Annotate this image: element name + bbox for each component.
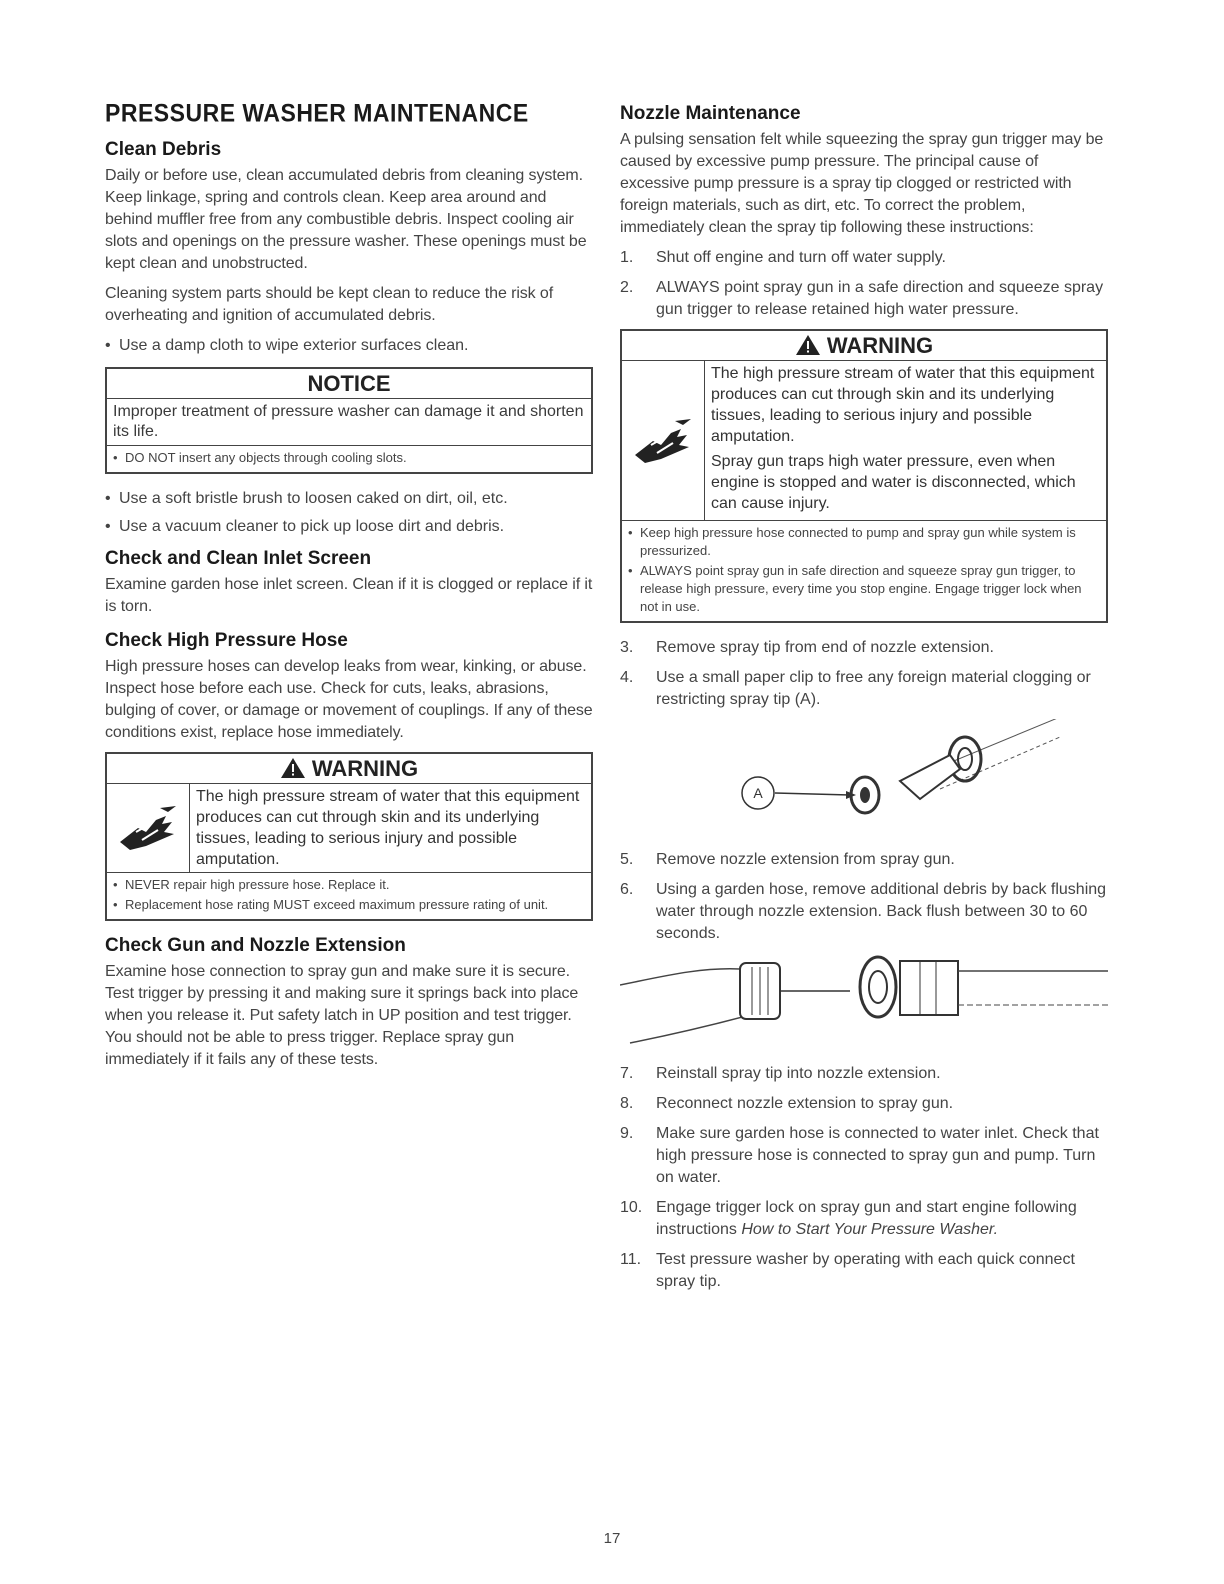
list-item: • Replacement hose rating MUST exceed maximum pressure rating of unit.	[113, 896, 585, 914]
hose-text: High pressure hoses can develop leaks from wear, kinking, or abuse. Inspect hose before each use. Check for cuts, leaks, abrasions, bulging of cover, or damage or movement of couplings. If any of these conditions exist, replace hose immediately.	[105, 658, 593, 741]
warning-text: The high pressure stream of water that this equipment produces can cut through skin and its underlying tissues, leading to serious injury and possible amputation.	[711, 365, 1095, 445]
list-item: 5. Remove nozzle extension from spray gun.	[620, 851, 955, 868]
nozzle-maintenance-text: A pulsing sensation felt while squeezing the spray gun trigger may be caused by excessive pump pressure. The principal cause of excessive pump pressure is a spray tip clogged or restricted with foreign materials, such as dirt, etc. To correct the problem, immediately clean the spray tip following these instructions:	[620, 131, 1104, 236]
notice-box	[105, 367, 593, 474]
list-item: • Use a vacuum cleaner to pick up loose dirt and debris.	[105, 516, 593, 538]
warning-triangle-icon	[280, 757, 306, 779]
callout-a-label: A	[753, 785, 763, 801]
notice-text: Improper treatment of pressure washer can damage it and shorten its life.	[107, 399, 591, 446]
list-item: • Keep high pressure hose connected to pump and spray gun while system is pressurized.	[628, 524, 1100, 560]
warning-triangle-icon	[795, 334, 821, 356]
right-column	[620, 100, 1108, 1301]
hose-flush-illustration	[620, 953, 1108, 1053]
gun-nozzle-heading: Check Gun and Nozzle Extension	[105, 935, 406, 956]
steps-list-d	[620, 1063, 1108, 1293]
list-item: 2. ALWAYS point spray gun in a safe direction and squeeze spray gun trigger to release retained high water pressure.	[620, 279, 1104, 318]
cleaning-bullets	[105, 488, 593, 538]
list-item: 6. Using a garden hose, remove additional debris by back flushing water through nozzle extension. Back flush between 30 to 60 seconds.	[620, 881, 1107, 942]
list-item: 11. Test pressure washer by operating with each quick connect spray tip.	[620, 1251, 1075, 1290]
hose-heading: Check High Pressure Hose	[105, 630, 348, 651]
nozzle-maintenance-heading: Nozzle Maintenance	[620, 103, 801, 124]
page-title: PRESSURE WASHER MAINTENANCE	[105, 98, 529, 127]
clean-debris-bullets	[105, 335, 593, 357]
list-item: • Use a soft bristle brush to loosen caked on dirt, oil, etc.	[105, 488, 593, 510]
list-item: • Use a damp cloth to wipe exterior surfaces clean.	[105, 335, 593, 357]
list-item: 1. Shut off engine and turn off water supply.	[620, 249, 946, 266]
notice-bullets	[113, 449, 585, 467]
warning-heading: WARNING	[311, 756, 419, 781]
left-column	[105, 100, 593, 1079]
inlet-screen-text: Examine garden hose inlet screen. Clean if it is clogged or replace if it is torn.	[105, 576, 593, 615]
steps-list-c	[620, 849, 1108, 945]
hose-warning-box	[105, 752, 593, 921]
steps-list-b	[620, 637, 1108, 711]
warning-text: The high pressure stream of water that this equipment produces can cut through skin and its underlying tissues, leading to serious injury and possible amputation.	[196, 788, 580, 868]
hand-injury-icon	[116, 802, 180, 854]
notice-heading: NOTICE	[107, 369, 591, 399]
list-item: 9. Make sure garden hose is connected to water inlet. Check that high pressure hose is connected to spray gun and pump. Turn on water.	[620, 1125, 1099, 1186]
warning-bullets	[628, 524, 1100, 616]
list-item: • DO NOT insert any objects through cooling slots.	[113, 449, 585, 467]
clean-debris-text-2: Cleaning system parts should be kept clean to reduce the risk of overheating and ignition of accumulated debris.	[105, 285, 554, 324]
list-item: • NEVER repair high pressure hose. Replace it.	[113, 876, 585, 894]
hand-injury-icon	[631, 415, 695, 467]
warning-bullets	[113, 876, 585, 914]
nozzle-warning-box	[620, 329, 1108, 623]
list-item: 3. Remove spray tip from end of nozzle extension.	[620, 639, 994, 656]
clean-debris-heading: Clean Debris	[105, 139, 222, 160]
clean-debris-text: Daily or before use, clean accumulated debris from cleaning system. Keep linkage, spring and controls clean. Keep area around and behind muffler free from any combustible debris. Inspect cooling air slots and openings on the pressure washer. These openings must be kept clean and unobstructed.	[105, 167, 587, 272]
list-item: • ALWAYS point spray gun in safe direction and squeeze spray gun trigger, to release high pressure, every time you stop engine. Engage trigger lock when not in use.	[628, 562, 1100, 616]
warning-text-2: Spray gun traps high water pressure, even when engine is stopped and water is disconnected, which can cause injury.	[711, 453, 1076, 512]
inlet-screen-heading: Check and Clean Inlet Screen	[105, 548, 372, 569]
page-number: 17	[603, 1530, 621, 1547]
gun-nozzle-text: Examine hose connection to spray gun and make sure it is secure. Test trigger by pressing it and making sure it springs back into place when you release it. Put safety latch in UP position and test trigger. You should not be able to press trigger. Replace spray gun immediately if it fails any of these tests.	[105, 963, 579, 1068]
spray-tip-illustration	[620, 719, 1108, 839]
list-item: 7. Reinstall spray tip into nozzle extension.	[620, 1065, 941, 1082]
list-item: 10. Engage trigger lock on spray gun and start engine following instructions How to Start Your Pressure Washer.	[620, 1199, 1077, 1238]
list-item: 4. Use a small paper clip to free any foreign material clogging or restricting spray tip (A).	[620, 669, 1091, 708]
list-item: 8. Reconnect nozzle extension to spray gun.	[620, 1095, 954, 1112]
steps-list-a	[620, 247, 1108, 321]
warning-heading: WARNING	[826, 333, 934, 358]
